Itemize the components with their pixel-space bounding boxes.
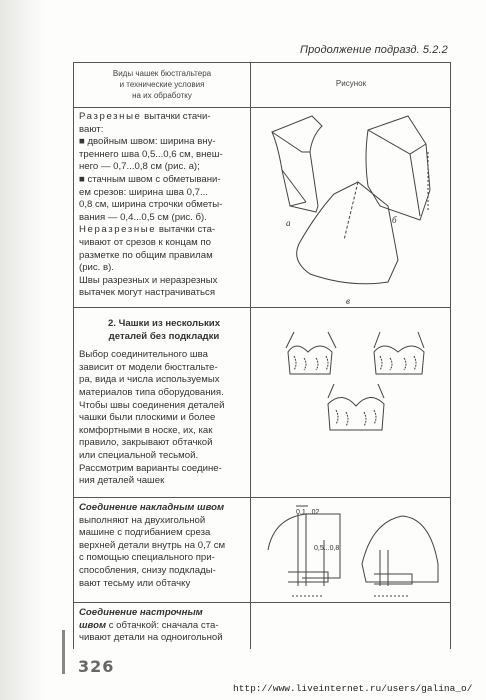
text-line: ■ двойным швом: ширина вну- bbox=[79, 136, 216, 148]
section-title: деталей без подкладки bbox=[108, 330, 220, 342]
text-line: или специальной тесьмой. bbox=[79, 449, 199, 461]
table-border-right bbox=[450, 62, 451, 649]
bra-strap bbox=[374, 332, 424, 348]
text-line: треннего шва 0,5...0,6 см, внеш- bbox=[79, 148, 223, 160]
table-rule bbox=[73, 62, 451, 63]
seam-type-title: Соединение настрочным bbox=[79, 607, 203, 618]
text-line: вают тесьму или обтачку bbox=[79, 577, 191, 589]
text-line bbox=[79, 620, 249, 633]
continuation-header: Продолжение подразд. 5.2.2 bbox=[300, 44, 448, 56]
dimension-label: 0,1...02 bbox=[296, 509, 320, 516]
text-line: верхней детали внутрь на 0,7 см bbox=[79, 539, 226, 551]
header-line: и технические условия bbox=[119, 80, 205, 89]
figure-label-v: в bbox=[346, 296, 350, 306]
text-line: вают: bbox=[79, 123, 104, 135]
lace-pattern bbox=[380, 356, 416, 370]
text-line: комфортными в носке, их, как bbox=[79, 424, 213, 436]
book-spine-shadow bbox=[0, 0, 46, 700]
cup-outline bbox=[362, 516, 438, 582]
text-line: правило, закрывают обтачкой bbox=[79, 437, 213, 449]
text-line: Выбор соединительного шва bbox=[79, 349, 208, 361]
section-title: 2. Чашки из нескольких bbox=[107, 318, 221, 329]
text-line: Рассмотрим варианты соедине- bbox=[79, 462, 222, 474]
bra-strap bbox=[286, 332, 336, 348]
bra-cups bbox=[288, 346, 332, 374]
text-line: вания — 0,4...0,5 см (рис. б). bbox=[79, 211, 207, 223]
header-line: на их обработку bbox=[132, 91, 192, 100]
bra-models-figure bbox=[282, 330, 442, 475]
page-number-bar bbox=[62, 630, 65, 674]
dart-piece-b bbox=[366, 116, 430, 220]
figure-label-b: б bbox=[392, 215, 397, 225]
text-line: зависит от модели бюстгальте- bbox=[79, 361, 218, 373]
text-fragment: с обтачкой: сначала ста- bbox=[108, 619, 219, 631]
text-line: разметке по общим правилам bbox=[79, 249, 213, 261]
page-number: 326 bbox=[78, 657, 115, 676]
text-line: Чтобы швы соединения деталей bbox=[79, 399, 225, 411]
text-line: материалов типа оборудования. bbox=[79, 386, 224, 398]
row4-description bbox=[79, 607, 249, 645]
bra-strap bbox=[328, 384, 384, 398]
dart-piece-a bbox=[272, 116, 322, 212]
darts-figure bbox=[260, 110, 450, 310]
text-line: чашки были плоскими и более bbox=[79, 412, 216, 424]
table-column-divider bbox=[250, 62, 251, 649]
text-line: с помощью специального при- bbox=[79, 552, 215, 564]
text-line: ем срезов: ширина шва 0,7... bbox=[79, 186, 208, 198]
row3-description bbox=[79, 502, 249, 590]
bra-model-3 bbox=[328, 384, 384, 430]
text-line: (рис. в). bbox=[79, 262, 114, 274]
text-line: вытачек могут настрачиваться bbox=[79, 287, 216, 299]
dart-piece-v bbox=[297, 182, 398, 284]
header-line: Виды чашек бюстгальтера bbox=[112, 69, 212, 78]
seam-section-2 bbox=[362, 516, 438, 596]
seam-type-title-rest: швом bbox=[79, 619, 107, 631]
bra-model-1 bbox=[286, 332, 336, 374]
row1-description bbox=[79, 111, 249, 300]
text-line: Неразрезные вытачки ста- bbox=[79, 224, 216, 236]
column-header-types bbox=[77, 68, 247, 101]
lace-pattern bbox=[336, 410, 376, 426]
text-line: ра, вида и числа используемых bbox=[79, 374, 220, 386]
table-border-left bbox=[73, 62, 74, 649]
text-line: чивают от срезов к концам по bbox=[79, 236, 211, 248]
dimension-label: 0,5...0,8 bbox=[314, 545, 340, 552]
seam-section-1 bbox=[268, 506, 340, 596]
row2-description bbox=[79, 318, 249, 488]
text-line: ■ стачным швом с обметывани- bbox=[79, 173, 221, 185]
dart-stitch-line bbox=[344, 182, 358, 240]
text-line: ния деталей чашек bbox=[79, 475, 165, 487]
seam-type-title: Соединение накладным швом bbox=[79, 502, 225, 513]
text-line: него — 0,7...0,8 см (рис. а); bbox=[79, 161, 200, 173]
figure-label-a: а bbox=[286, 218, 291, 228]
source-url: http://www.liveinternet.ru/users/galina_o/ bbox=[233, 683, 473, 694]
bra-model-2 bbox=[374, 332, 424, 374]
tape-layer bbox=[288, 572, 328, 582]
table-rule bbox=[73, 497, 451, 498]
text-line: 0,8 см, ширина строчки обметы- bbox=[79, 199, 223, 211]
text-line: машине с подгибанием среза bbox=[79, 527, 211, 539]
dart-line bbox=[368, 130, 426, 216]
lace-pattern bbox=[294, 356, 328, 370]
table-rule bbox=[73, 107, 451, 108]
text-line: способления, снизу подклады- bbox=[79, 564, 216, 576]
text-line: Разрезные вытачки стачи- bbox=[79, 111, 211, 122]
text-line: выполняют на двухигольной bbox=[79, 514, 206, 526]
column-header-figure: Рисунок bbox=[335, 79, 367, 88]
text-line: Швы разрезных и неразрезных bbox=[79, 274, 218, 286]
text-line: чивают детали на одноигольной bbox=[79, 632, 223, 644]
seam-figure bbox=[262, 500, 447, 605]
